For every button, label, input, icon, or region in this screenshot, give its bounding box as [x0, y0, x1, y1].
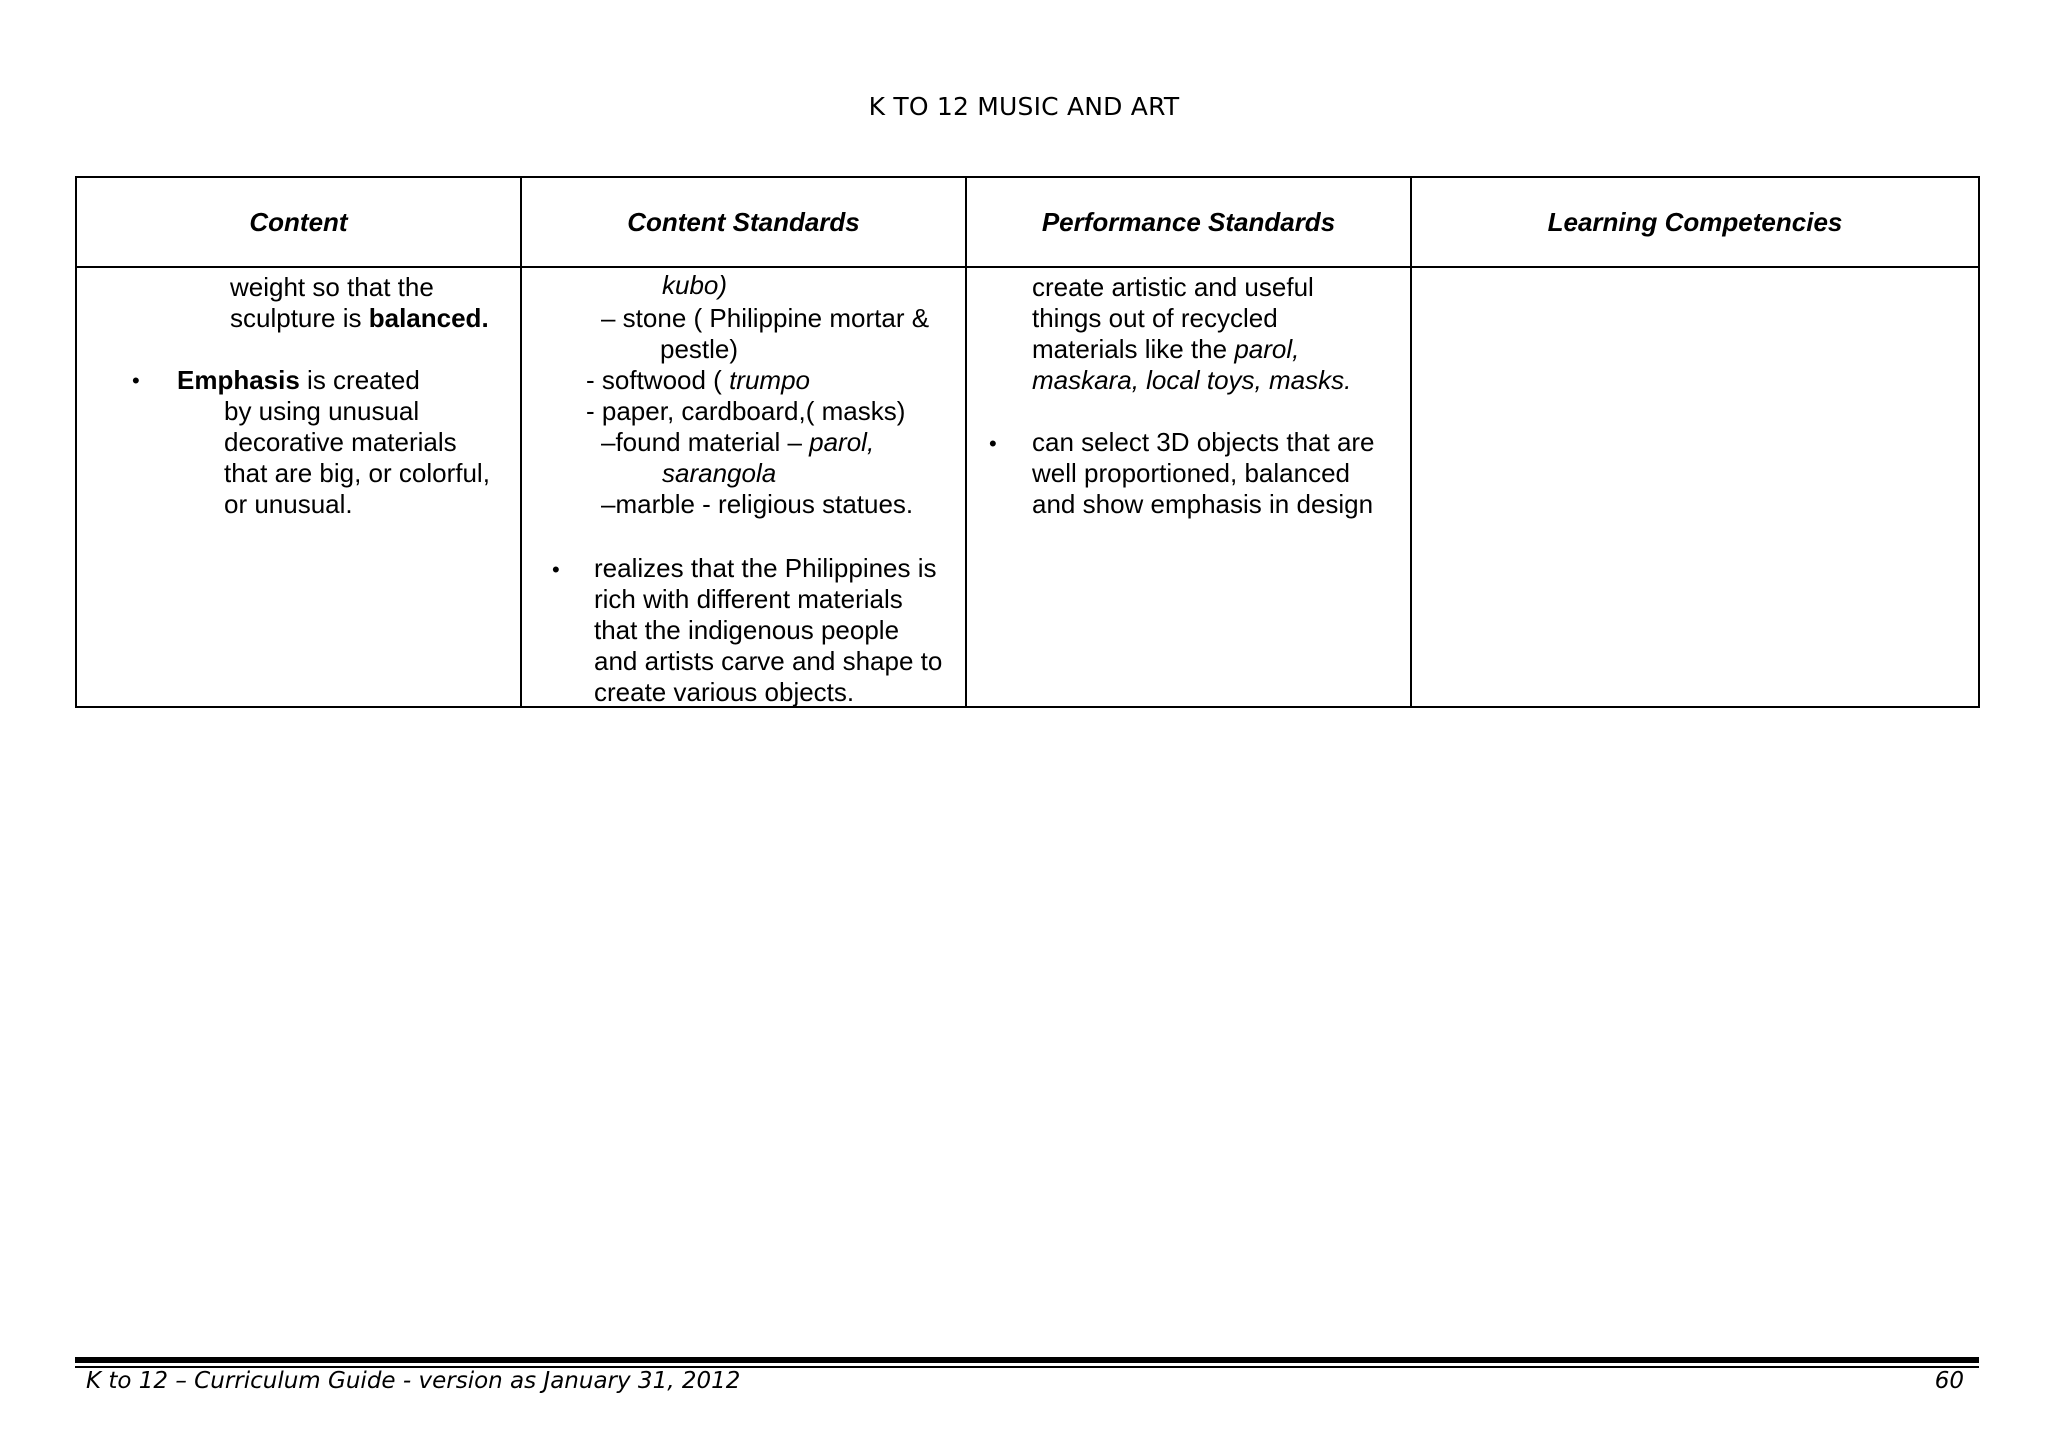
- content-text: sculpture is: [230, 303, 369, 333]
- performance-line: things out of recycled: [1032, 303, 1278, 333]
- table-header-row: [76, 177, 1979, 267]
- standards-line: kubo): [662, 270, 728, 300]
- standards-line: create various objects.: [594, 677, 855, 707]
- performance-line: can select 3D objects that are: [1032, 427, 1375, 457]
- content-line: [230, 303, 489, 334]
- column-header-learning-competencies: Learning Competencies: [1411, 177, 1979, 267]
- bullet-icon: •: [989, 431, 997, 456]
- content-line: by using unusual: [224, 396, 420, 426]
- standards-line: and artists carve and shape to: [594, 646, 943, 676]
- content-line: weight so that the: [230, 272, 434, 302]
- performance-line: well proportioned, balanced: [1032, 458, 1350, 488]
- standards-line: [586, 365, 810, 396]
- footer-rule-thick: [75, 1357, 1979, 1363]
- standards-line: [601, 427, 874, 458]
- standards-line: realizes that the Philippines is: [594, 553, 937, 583]
- content-cell: [76, 267, 521, 707]
- standards-line: –marble - religious statues.: [601, 489, 914, 519]
- standards-line: – stone ( Philippine mortar &: [601, 303, 930, 333]
- standards-line: pestle): [660, 334, 739, 364]
- content-line: that are big, or colorful,: [224, 458, 490, 488]
- performance-line: [1032, 334, 1299, 365]
- page-number: 60: [1934, 1368, 1964, 1394]
- standards-line: sarangola: [662, 458, 777, 488]
- curriculum-table: [75, 176, 1980, 708]
- performance-line: create artistic and useful: [1032, 272, 1314, 302]
- content-line: [177, 365, 420, 396]
- content-standards-cell: [521, 267, 966, 707]
- bullet-icon: •: [552, 557, 560, 582]
- standards-line: rich with different materials: [594, 584, 903, 614]
- page-header-title: K TO 12 MUSIC AND ART: [868, 92, 1180, 121]
- trumpo-term: trumpo: [729, 365, 810, 395]
- standards-text: - softwood (: [586, 365, 730, 395]
- performance-standards-cell: [966, 267, 1411, 707]
- performance-text: materials like the: [1032, 334, 1235, 364]
- parol-term: parol,: [1234, 334, 1300, 364]
- content-text: is created: [299, 365, 420, 395]
- column-header-performance-standards: Performance Standards: [966, 177, 1411, 267]
- learning-competencies-cell: [1411, 267, 1979, 707]
- balanced-term: balanced.: [368, 303, 489, 333]
- standards-text: –found material –: [601, 427, 810, 457]
- performance-line: and show emphasis in design: [1032, 489, 1374, 519]
- column-header-content: Content: [76, 177, 521, 267]
- parol-term: parol,: [809, 427, 875, 457]
- bullet-icon: •: [132, 368, 140, 393]
- content-line: decorative materials: [224, 427, 457, 457]
- performance-line: maskara, local toys, masks.: [1032, 365, 1352, 395]
- standards-line: - paper, cardboard,( masks): [586, 396, 906, 426]
- column-header-content-standards: Content Standards: [521, 177, 966, 267]
- content-line: or unusual.: [224, 489, 353, 519]
- emphasis-term: Emphasis: [177, 365, 300, 395]
- standards-line: that the indigenous people: [594, 615, 900, 645]
- footer-version-text: K to 12 – Curriculum Guide - version as January 31, 2012: [86, 1368, 741, 1394]
- table-row: [76, 267, 1979, 707]
